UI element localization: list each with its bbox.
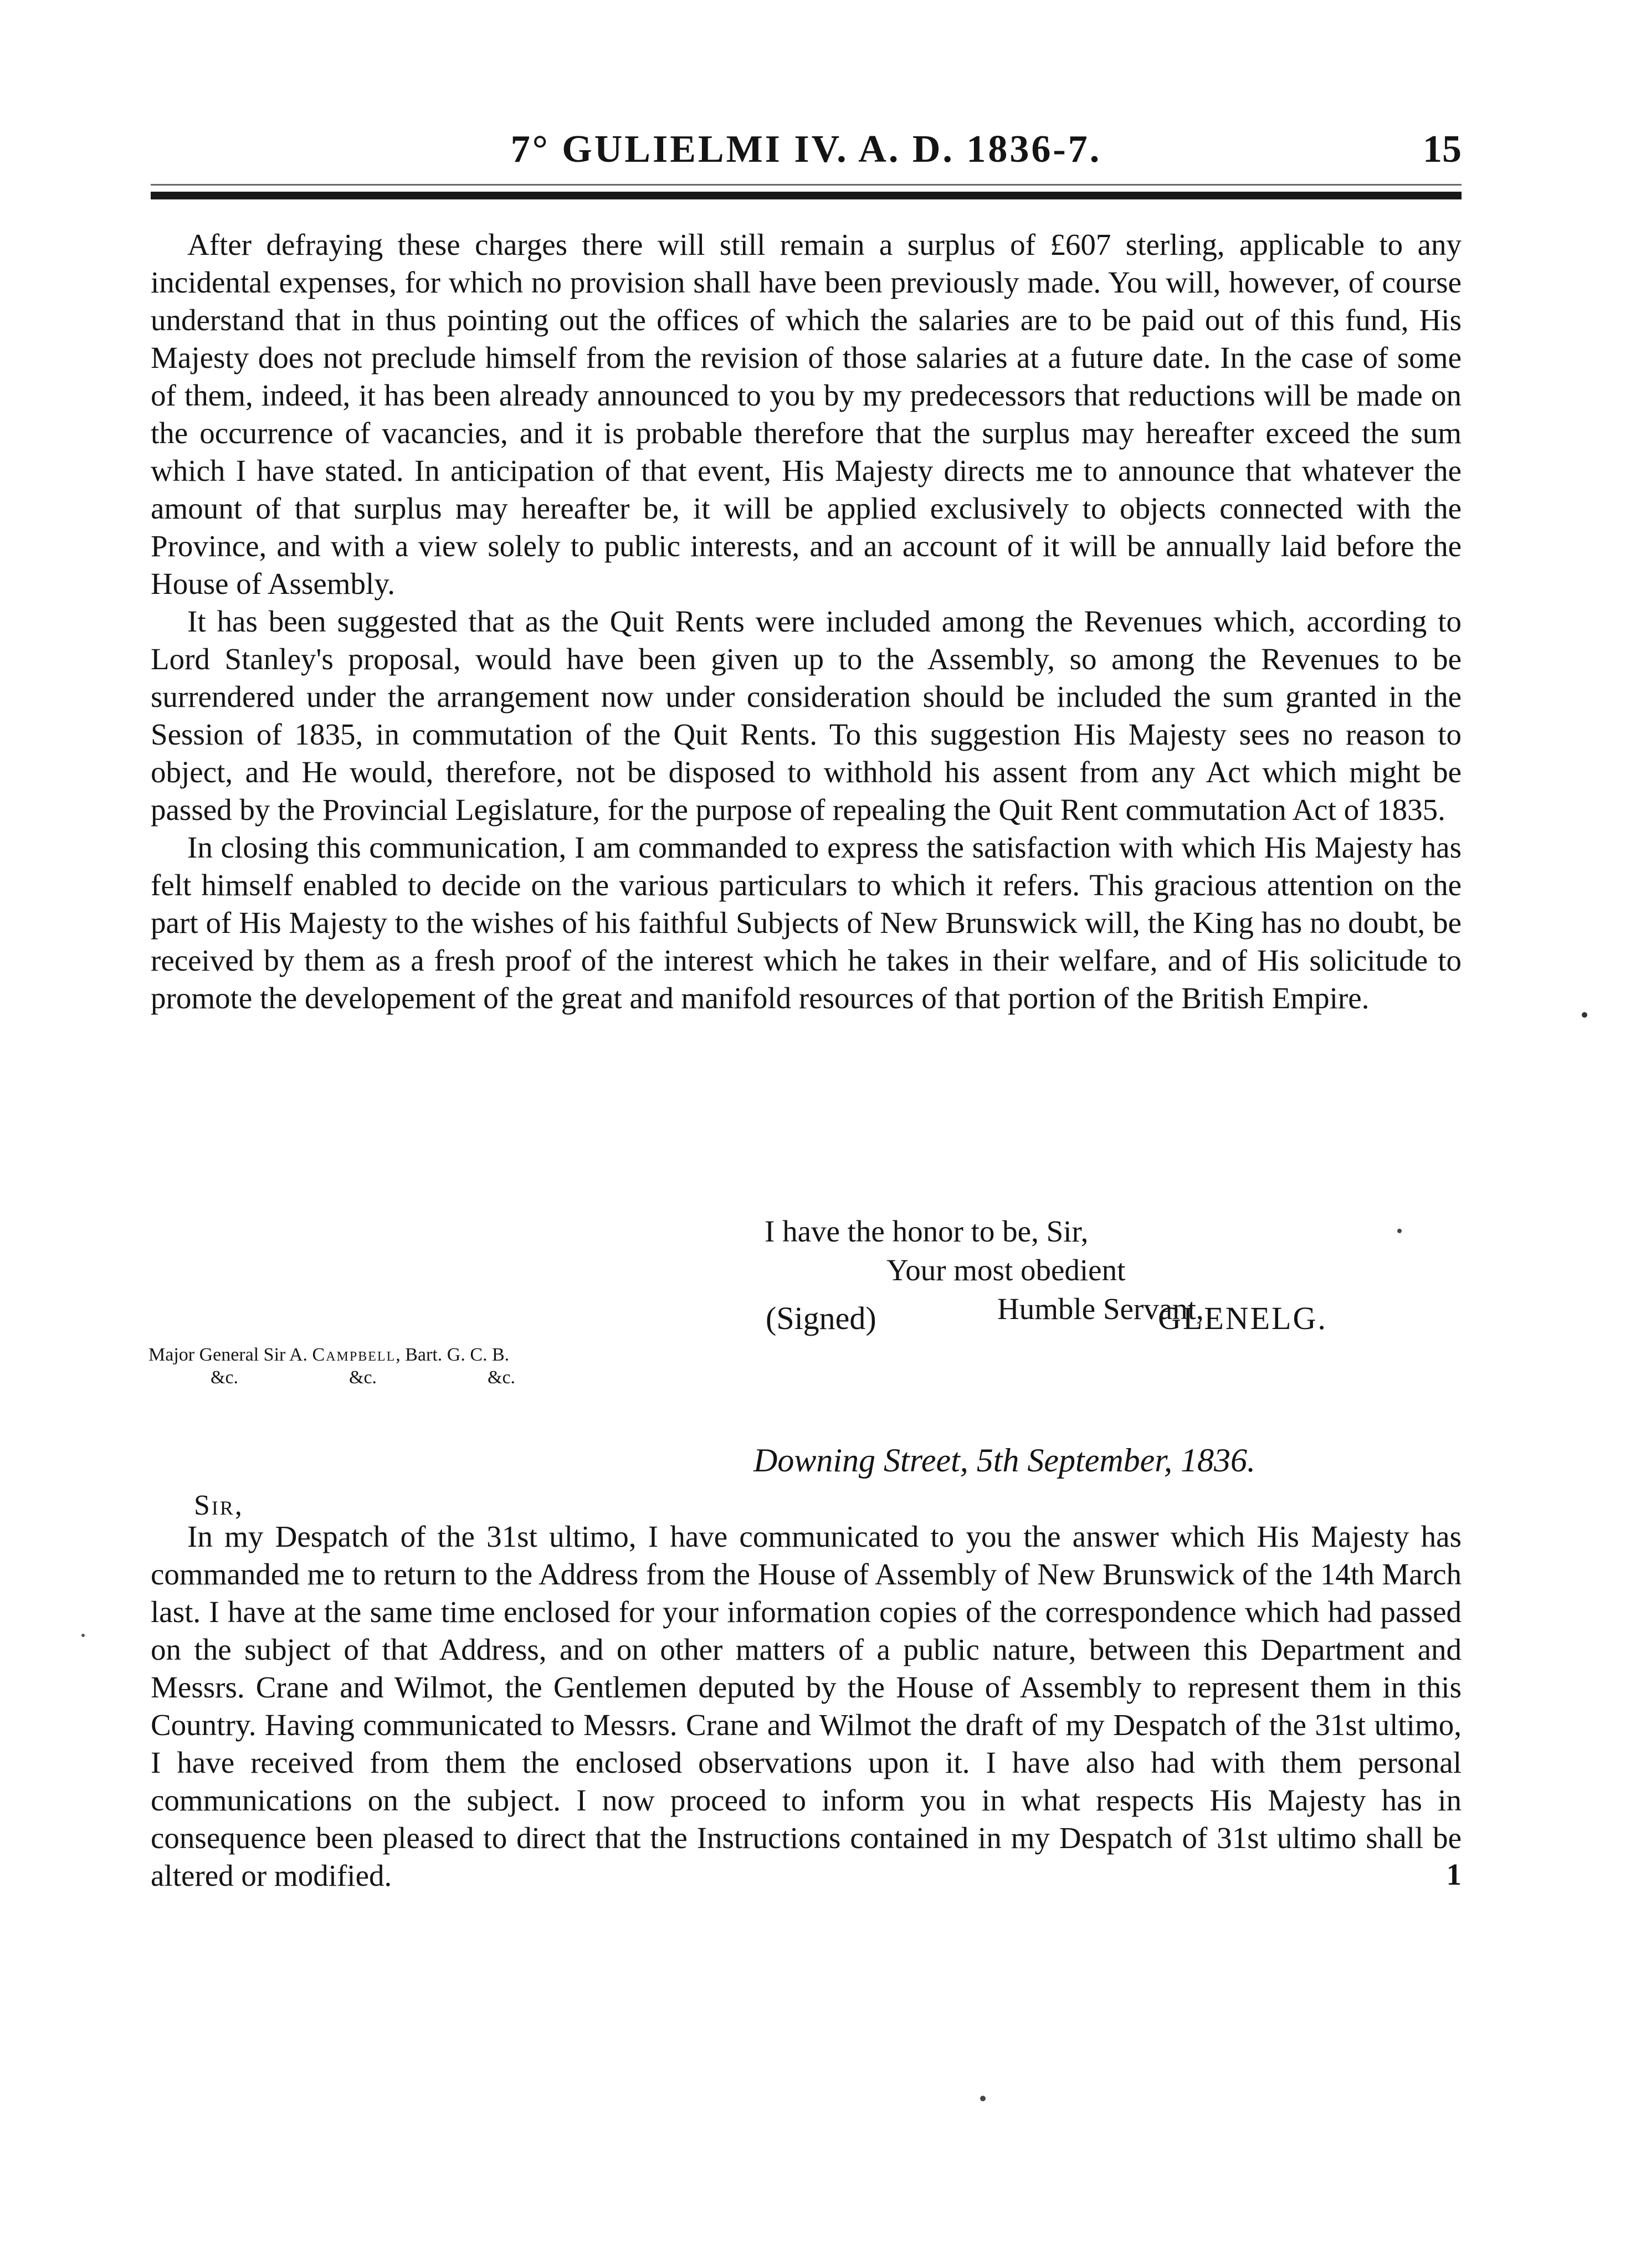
etc-3: &c. <box>488 1367 516 1388</box>
etc-1: &c. <box>211 1367 239 1388</box>
speck <box>1397 1229 1402 1233</box>
paragraph-surplus: After defraying these charges there will still remain a surplus of £607 sterling, applicable to any incidental expenses, for which no provision shall have been previously made. You will, however, of course understand that in thus pointing out the offices of which the salaries are to be paid out of this fund, His Majesty does not preclude himself from the revision of those salaries at a future date. In the case of some of them, indeed, it has been already announced to you by my predecessors that reductions will be made on the occurrence of vacancies, and it is probable therefore that the surplus may hereafter exceed the sum which I have stated. In anticipation of that event, His Majesty directs me to announce that whatever the amount of that surplus may hereafter be, it will be applied exclusively to objects connected with the Province, and with a view solely to public interests, and an account of it will be annually laid before the House of Assembly. <box>151 228 1462 601</box>
salutation: Sir, <box>194 1490 244 1521</box>
close-line-1: I have the honor to be, Sir, <box>765 1214 1089 1248</box>
signature-mark: 1 <box>1446 1857 1462 1891</box>
signed-label: (Signed) <box>766 1300 876 1336</box>
signer-name: GLENELG. <box>1158 1300 1327 1336</box>
page-number: 15 <box>1423 128 1462 171</box>
speck <box>980 2096 986 2101</box>
speck <box>81 1634 85 1637</box>
addressee-suffix: , Bart. G. C. B. <box>396 1345 510 1365</box>
close-line-3: Humble Servant, <box>997 1292 1204 1326</box>
dateline: Downing Street, 5th September, 1836. <box>753 1442 1256 1479</box>
paragraph-closing: In closing this communication, I am commanded to express the satisfaction with which His Majesty has felt himself enabled to decide on the various particulars to which it refers. This gracious attention on the part of His Majesty to the wishes of his faithful Subjects of New Brunswick will, the King has no doubt, be received by them as a fresh proof of the interest which he takes in their welfare, and of His solicitude to promote the developement of the great and manifold resources of that portion of the British Empire. <box>151 830 1462 1015</box>
paragraph-quit-rents: It has been suggested that as the Quit Rents were included among the Revenues which, according to Lord Stanley's proposal, would have been given up to the Assembly, so among the Revenues to be surrendered under the arrangement now under consideration should be included the sum granted in the Session of 1835, in commutation of the Quit Rents. To this suggestion His Majesty sees no reason to object, and He would, therefore, not be disposed to withhold his assent from any Act which might be passed by the Provincial Legislature, for the purpose of repealing the Quit Rent commutation Act of 1835. <box>151 604 1462 827</box>
paragraph-despatch: In my Despatch of the 31st ultimo, I have communicated to you the answer which His Majesty has commanded me to return to the Address from the House of Assembly of New Brunswick of the 14th March last. I have at the same time enclosed for your information copies of the correspondence which had passed on the subject of that Address, and on other matters of a public nature, between this Department and Messrs. Crane and Wilmot, the Gentlemen deputed by the House of Assembly to represent them in this Country. Having communicated to Messrs. Crane and Wilmot the draft of my Despatch of the 31st ultimo, I have received from them the enclosed observations upon it. I have also had with them personal communications on the subject. I now proceed to inform you in what respects His Majesty has in consequence been pleased to direct that the Instructions contained in my Despatch of 31st ultimo shall be altered or modified. <box>151 1520 1462 1892</box>
close-line-2: Your most obedient <box>886 1253 1126 1287</box>
addressee-name: Campbell <box>312 1345 396 1365</box>
running-title: 7° GULIELMI IV. A. D. 1836-7. <box>510 128 1102 171</box>
addressee-prefix: Major General Sir A. <box>148 1345 312 1365</box>
speck <box>1582 1012 1587 1018</box>
etc-2: &c. <box>349 1367 377 1388</box>
